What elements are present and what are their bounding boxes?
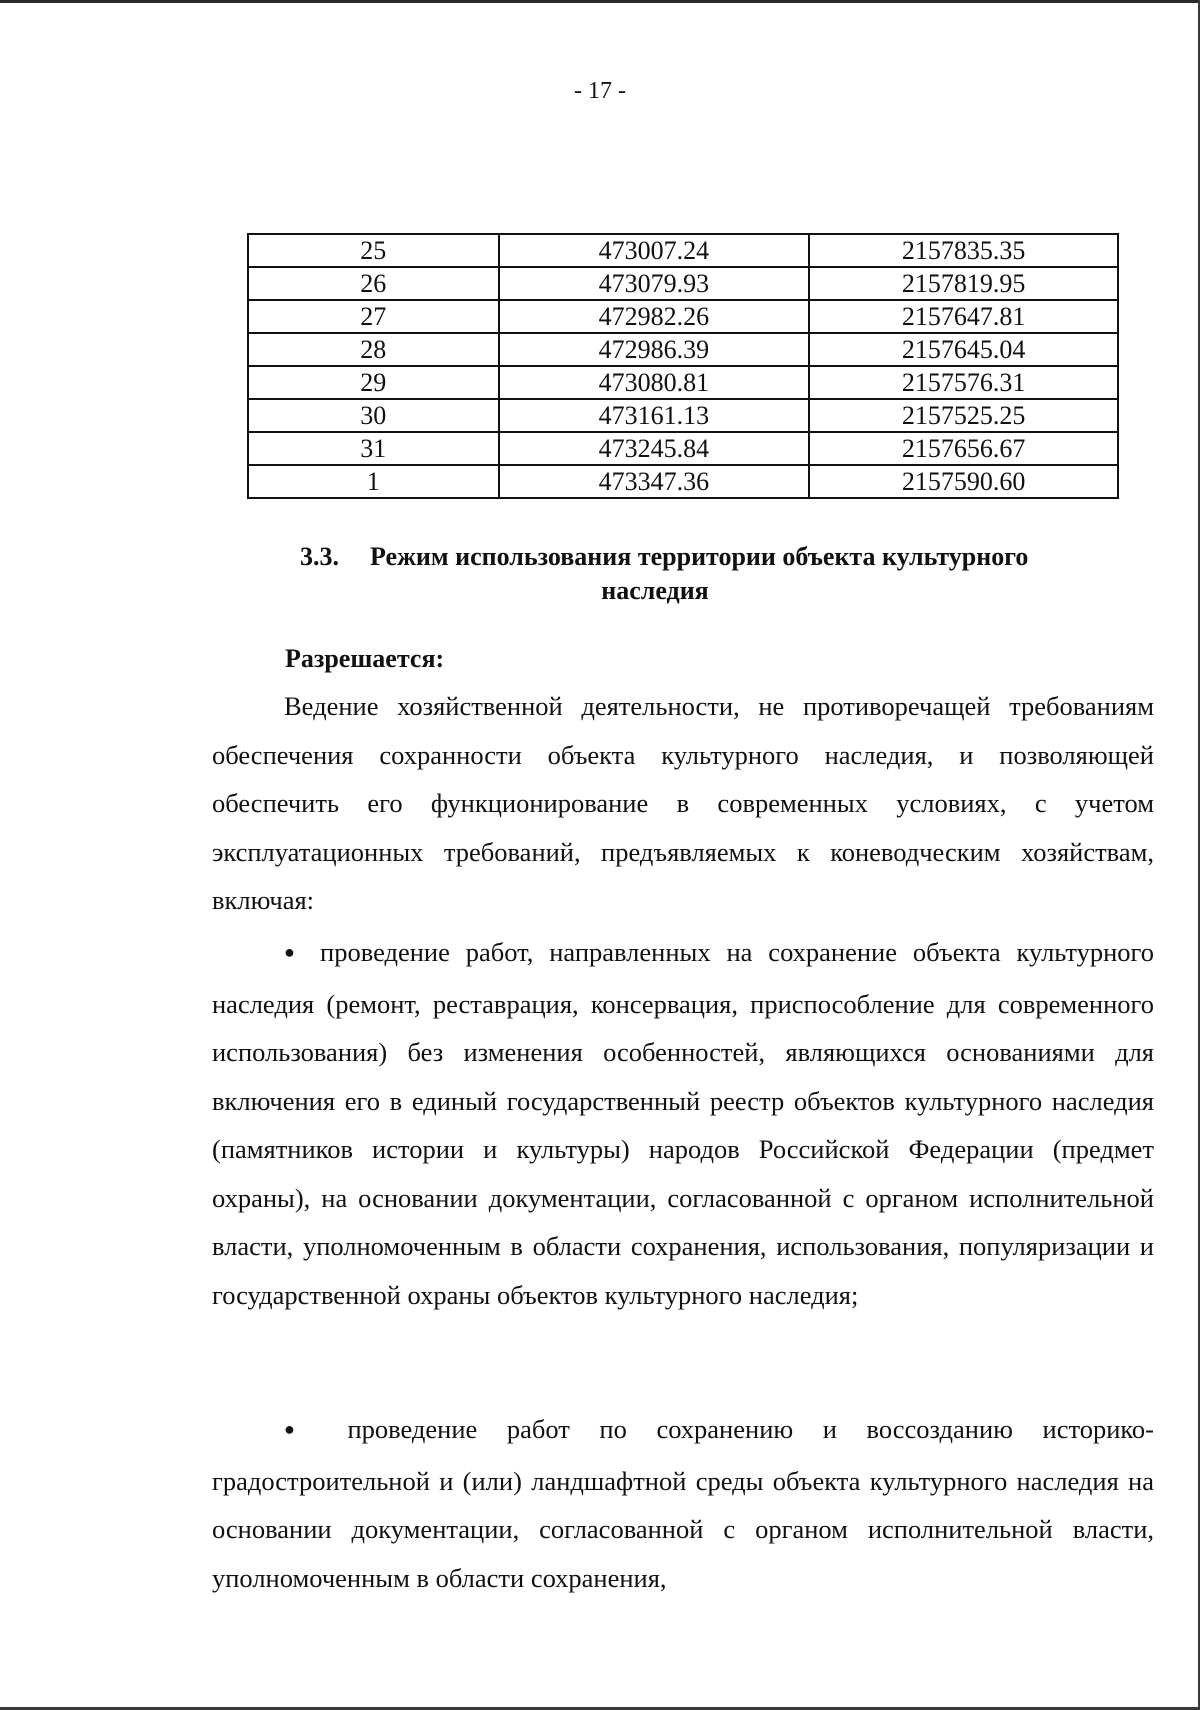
y-coordinate-cell: 2157835.35 (809, 234, 1118, 267)
x-coordinate-cell: 472982.26 (499, 300, 810, 333)
bullet-text-2: проведение работ по сохранению и воссозданию историко-градостроительной и (или) ландшафтной среды объекта культурного наследия на основании документации, согласованной с органом исполнительной власти, уполномоченным в области сохранения, (212, 1414, 1154, 1593)
point-number-cell: 1 (248, 465, 499, 498)
y-coordinate-cell: 2157656.67 (809, 432, 1118, 465)
coordinates-table (247, 233, 1119, 499)
bullet-icon: ● (284, 942, 305, 962)
intro-paragraph: Ведение хозяйственной деятельности, не противоречащей требованиям обеспечения сохранности объекта культурного наследия, и позволяющей обеспечить его функционирование в современных условиях, с учетом эксплуатационных требований, предъявляемых к коневодческим хозяйствам, включая: (212, 691, 1154, 915)
x-coordinate-cell: 473245.84 (499, 432, 810, 465)
table-row (248, 333, 1118, 366)
point-number-cell: 25 (248, 234, 499, 267)
x-coordinate-cell: 473347.36 (499, 465, 810, 498)
section-number: 3.3. (300, 542, 339, 571)
point-number-cell: 27 (248, 300, 499, 333)
x-coordinate-cell: 473079.93 (499, 267, 810, 300)
point-number-cell: 29 (248, 366, 499, 399)
y-coordinate-cell: 2157647.81 (809, 300, 1118, 333)
bullet-icon: ● (284, 1419, 318, 1439)
table-row (248, 465, 1118, 498)
y-coordinate-cell: 2157576.31 (809, 366, 1118, 399)
scan-edge-top (0, 0, 1200, 3)
y-coordinate-cell: 2157525.25 (809, 399, 1118, 432)
allowed-heading: Разрешается: (285, 644, 445, 673)
table-row (248, 366, 1118, 399)
x-coordinate-cell: 473007.24 (499, 234, 810, 267)
table-row (248, 300, 1118, 333)
y-coordinate-cell: 2157590.60 (809, 465, 1118, 498)
page-number: - 17 - (574, 78, 626, 104)
point-number-cell: 26 (248, 267, 499, 300)
table-row (248, 234, 1118, 267)
point-number-cell: 30 (248, 399, 499, 432)
x-coordinate-cell: 472986.39 (499, 333, 810, 366)
point-number-cell: 31 (248, 432, 499, 465)
section-heading (300, 540, 1120, 608)
section-title-line2: наследия (601, 576, 709, 605)
bullet-text-1: проведение работ, направленных на сохранение объекта культурного наследия (ремонт, реставрация, консервация, приспособление для современного использования) без изменения особенностей, являющихся основаниями для включения его в единый государственный реестр объектов культурного наследия (памятников истории и культуры) народов Российской Федерации (предмет охраны), на основании документации, согласованной с органом исполнительной власти, уполномоченным в области сохранения, использования, популяризации и государственной охраны объектов культурного наследия; (212, 937, 1155, 1310)
section-title-line1: Режим использования территории объекта культурного (370, 542, 1029, 571)
y-coordinate-cell: 2157645.04 (809, 333, 1118, 366)
table-row (248, 399, 1118, 432)
x-coordinate-cell: 473161.13 (499, 399, 810, 432)
point-number-cell: 28 (248, 333, 499, 366)
bullet-paragraph-2 (212, 1405, 1154, 1602)
bullet-paragraph-1 (212, 928, 1154, 1319)
table-row (248, 267, 1118, 300)
x-coordinate-cell: 473080.81 (499, 366, 810, 399)
table-row (248, 432, 1118, 465)
y-coordinate-cell: 2157819.95 (809, 267, 1118, 300)
